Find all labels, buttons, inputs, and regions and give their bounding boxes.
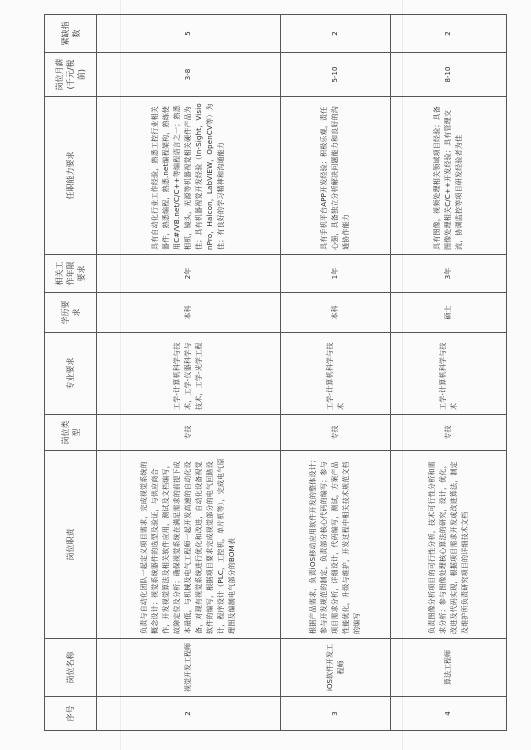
cell-ability: 具有自动化行业工作经验，熟悉工控行业相关器件，熟悉编程，熟悉.net编程架构，熟练使用C#/VB.net/C/C++等编程语言之一；熟悉相机，镜头，光源等机器视觉相关硬件产品为佳；具有机器视觉开发经验（In-Sight，VisionPro，Halcon，LabVIEW，OpenCV等）为佳；有良好的学习精神和沟通能力 [97,97,281,255]
cell-major: 工学-计算机科学与技术 [391,333,507,415]
cell-duty: 负责图像分析项目的可行性分析，技术可行性分析和需求分析；参与图像处理核心算法的研究，设计，优化，改进及代码实现，根据项目需求开发或改进算法，制定及维护所负责研究项目的详细技术文档 [391,451,507,639]
cell-education: 本科 [281,293,391,333]
header-major: 专业要求 [45,333,97,415]
cell-ability: 具有图像，视频处理相关领域项目经验；具备图像处理相关C/C++开发经验；具有管理交流，协调监控等项目研发经验者为佳 [391,97,507,255]
header-years: 相关工作年限要求 [45,255,97,293]
header-no: 序号 [45,697,97,731]
cell-ability: 具有手机平台APP开发经验；积极乐观，责任心强，具备独立分析解决问题能力和良好的沟通协作能力 [281,97,391,255]
cell-salary: 8-10 [391,53,507,97]
cell-salary: 3-8 [97,53,281,97]
cell-major: 工学-计算机科学与技术 [281,333,391,415]
header-salary: 岗位月薪(千元/税前) [45,53,97,97]
cell-years: 3年 [391,255,507,293]
cell-years: 1年 [281,255,391,293]
header-education: 学历要求 [45,293,97,333]
cell-type: 专技 [97,415,281,451]
header-duty: 岗位职责 [45,451,97,639]
header-type: 岗位类型 [45,415,97,451]
table-row [281,15,391,731]
cell-shortage-index: 2 [391,15,507,53]
cell-duty: 根据产品需求，负责iOS移动应用软件开发的整体设计；参与开发规范的制定，负责部分核心代码的编写；参与项目需求分析，详细设计，代码编写，测试，方案产品性能优化，升级与维护，开发过程中相关技术规范文档的编写 [281,451,391,639]
cell-no: 2 [97,697,281,731]
cell-major: 工学-计算机科学与技术，工学-仪器科学与技术，工学-光学工程 [97,333,281,415]
cell-shortage-index: 5 [97,15,281,53]
cell-type: 专技 [281,415,391,451]
cell-salary: 5-10 [281,53,391,97]
cell-no: 3 [281,697,391,731]
header-position-name: 岗位名称 [45,639,97,697]
cell-position-name: 算法工程师 [391,639,507,697]
cell-no: 4 [391,697,507,731]
job-requirements-table [44,14,507,731]
table-header-row [45,15,97,731]
cell-type: 专技 [391,415,507,451]
cell-duty: 负责与自动化团队一起定义项目需求，完成视觉系统的概念设计；视觉系统器件的选型及验证，与供应商合作，开发视觉算法及相关软件应用，测试及文档编写，故障定位及分析；确保视觉系统在满足需求的前提下成本最低，与机械及电气工程师一起开发高速的自动化设备，对现有视觉系统进行优化和改进，自动化设备视觉软件的编写，根据项目要求完成视觉部分的电气回路设计，程序设计（PLC，工控机，单片机等），完成电气原理图及编制电气部分的BOM表 [97,451,281,639]
cell-shortage-index: 2 [281,15,391,53]
cell-position-name: 视觉开发工程师 [97,639,281,697]
cell-years: 2年 [97,255,281,293]
cell-education: 硕士 [391,293,507,333]
table-row [97,15,281,731]
header-shortage-index: 紧缺指数 [45,15,97,53]
cell-position-name: iOS软件开发工程师 [281,639,391,697]
header-ability: 任职能力要求 [45,97,97,255]
cell-education: 本科 [97,293,281,333]
table-row [391,15,507,731]
